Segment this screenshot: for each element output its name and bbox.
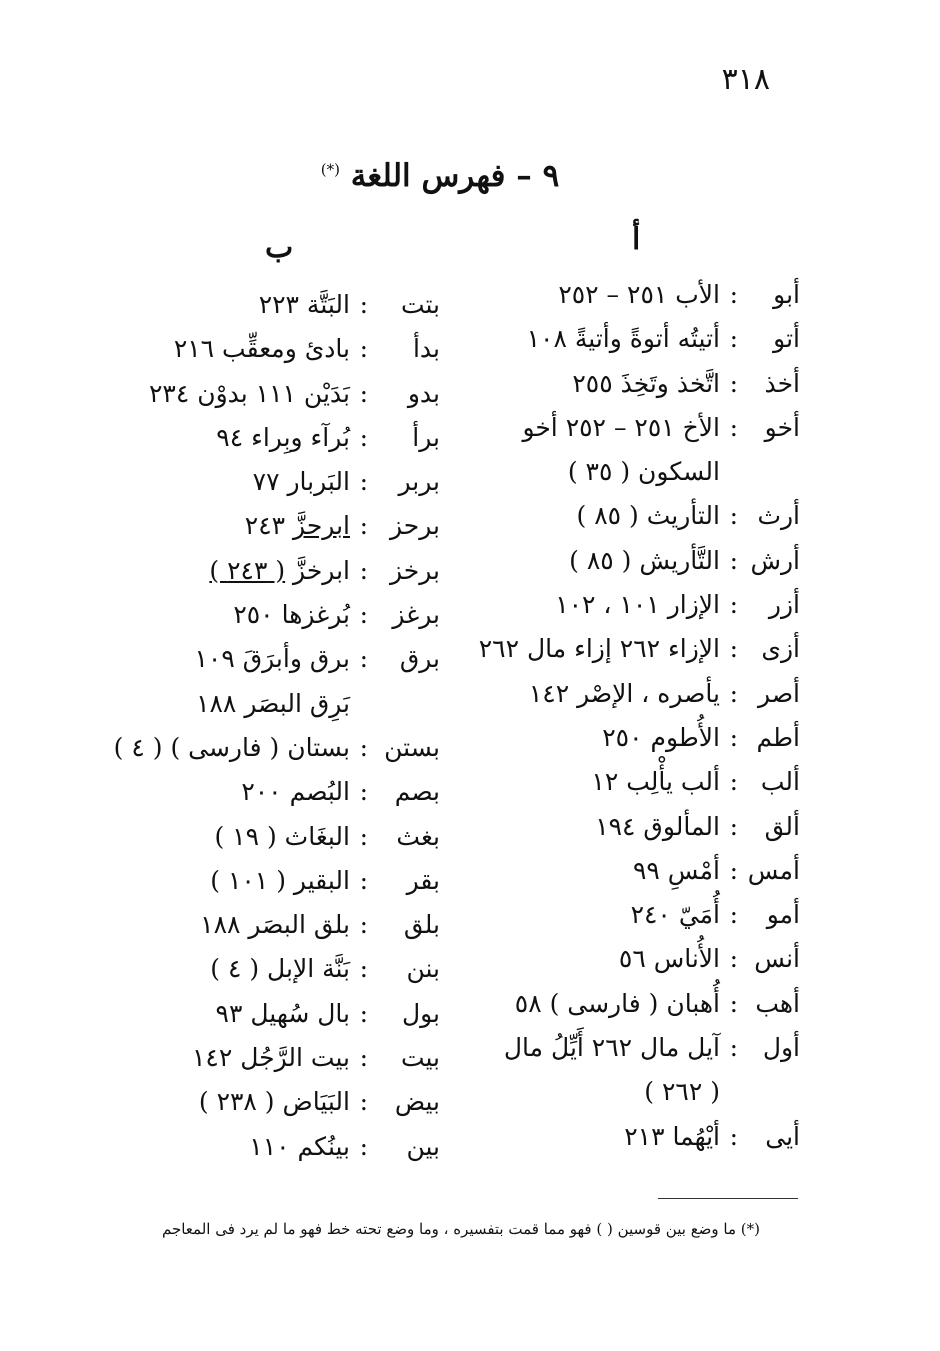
entry-separator: : bbox=[729, 590, 738, 620]
entry-root: أزر bbox=[768, 590, 800, 620]
entry-definition: اتَّخذ وتَخِذَ ٢٥٥ bbox=[572, 368, 720, 398]
underlined-term: ( ٢٤٣ ) bbox=[209, 555, 286, 585]
entry-separator: : bbox=[359, 732, 368, 762]
entry-root: بيت bbox=[400, 1043, 440, 1073]
index-entry bbox=[470, 369, 800, 413]
entry-separator: : bbox=[359, 378, 368, 408]
index-entry bbox=[470, 1033, 800, 1077]
index-entry bbox=[130, 511, 440, 555]
entry-root: بنن bbox=[406, 954, 440, 984]
entry-separator: : bbox=[729, 545, 738, 575]
entry-root: أمس bbox=[747, 855, 800, 885]
entry-root: بغث bbox=[396, 821, 440, 851]
entry-definition: بستان ( فارسى ) ( ٤ ) bbox=[113, 732, 350, 762]
entry-root: برق bbox=[399, 644, 440, 674]
entry-root: بيض bbox=[394, 1087, 440, 1117]
entry-root: بدأ bbox=[412, 334, 440, 364]
entry-separator: : bbox=[359, 422, 368, 452]
entry-root: أزى bbox=[761, 634, 800, 664]
entry-root: برحز bbox=[390, 511, 440, 541]
entry-definition: بُرآء وبِراء ٩٤ bbox=[216, 422, 350, 452]
index-entry bbox=[470, 989, 800, 1033]
entry-definition: ( ٢٦٢ ) bbox=[644, 1077, 720, 1107]
section-letter-ba: ب bbox=[265, 230, 294, 265]
entry-definition: السكون ( ٣٥ ) bbox=[567, 457, 720, 487]
entry-separator: : bbox=[359, 467, 368, 497]
entry-separator: : bbox=[729, 1033, 738, 1063]
entry-separator: : bbox=[359, 1131, 368, 1161]
entry-root: ألق bbox=[764, 811, 800, 841]
index-entry bbox=[470, 856, 800, 900]
entry-definition: المألوق ١٩٤ bbox=[595, 811, 720, 841]
entry-definition: البَتَّة ٢٢٣ bbox=[258, 290, 350, 319]
entry-separator: : bbox=[359, 555, 368, 585]
entry-root: بين bbox=[406, 1131, 440, 1161]
entry-definition: البُصم ٢٠٠ bbox=[241, 777, 350, 807]
entry-root: بدو bbox=[407, 378, 440, 408]
entry-definition: آيل مال ٢٦٢ أَيِّلُ مال bbox=[503, 1033, 720, 1063]
entry-separator: : bbox=[359, 910, 368, 940]
entry-root: أرث bbox=[757, 501, 800, 531]
section-title bbox=[300, 158, 580, 194]
index-entry bbox=[470, 767, 800, 811]
entry-root: برخز bbox=[390, 555, 440, 585]
section-letter-alif: أ bbox=[632, 222, 641, 257]
entry-definition: ابرخزَّ ( ٢٤٣ ) bbox=[209, 555, 350, 585]
entry-separator: : bbox=[359, 1043, 368, 1073]
entry-definition: ألب يأْلِب ١٢ bbox=[591, 767, 720, 797]
entry-definition: بادئ ومعقِّب ٢١٦ bbox=[173, 334, 350, 364]
entry-separator: : bbox=[729, 280, 738, 309]
entry-definition: التأريث ( ٨٥ ) bbox=[576, 501, 720, 531]
entry-root: أتو bbox=[773, 324, 800, 354]
entry-definition: أُهبان ( فارسى ) ٥٨ bbox=[514, 988, 720, 1018]
index-entry bbox=[470, 944, 800, 988]
index-entry bbox=[130, 334, 440, 378]
index-entry bbox=[470, 900, 800, 944]
entry-definition: بَرِق البصَر ١٨٨ bbox=[196, 688, 350, 718]
index-entry bbox=[130, 423, 440, 467]
entry-separator: : bbox=[729, 767, 738, 797]
index-entry bbox=[130, 910, 440, 954]
index-entry bbox=[470, 590, 800, 634]
index-entry bbox=[130, 467, 440, 511]
index-entry bbox=[470, 723, 800, 767]
index-entry bbox=[130, 822, 440, 866]
entry-separator: : bbox=[729, 855, 738, 885]
index-entry bbox=[470, 1077, 800, 1121]
index-entry bbox=[130, 1132, 440, 1176]
entry-separator: : bbox=[359, 865, 368, 895]
index-entry bbox=[130, 556, 440, 600]
entry-definition: أتيتُه أتوةً وأتيةً ١٠٨ bbox=[526, 324, 720, 354]
index-entry bbox=[130, 689, 440, 733]
entry-definition: بُرغزها ٢٥٠ bbox=[233, 600, 350, 630]
entry-definition: أمْسِ ٩٩ bbox=[632, 855, 720, 885]
title-dash: – bbox=[516, 158, 532, 194]
entry-definition: بَدَيْن ١١١ بدوْن ٢٣٤ bbox=[148, 378, 350, 408]
entry-definition: بينُكم ١١٠ bbox=[249, 1131, 350, 1161]
entry-separator: : bbox=[359, 998, 368, 1028]
entry-separator: : bbox=[359, 1087, 368, 1117]
index-entry bbox=[470, 546, 800, 590]
footnote-rule bbox=[658, 1198, 798, 1199]
entry-root: بلق bbox=[403, 910, 440, 940]
entry-root: ألب bbox=[760, 767, 800, 797]
index-entry bbox=[470, 457, 800, 501]
index-entry bbox=[130, 290, 440, 334]
entry-definition: برق وأبرَقَ ١٠٩ bbox=[194, 644, 350, 674]
entry-root: أرش bbox=[750, 545, 800, 575]
entry-separator: : bbox=[359, 777, 368, 807]
entry-separator: : bbox=[359, 290, 368, 319]
entry-root: بقر bbox=[406, 865, 440, 895]
entry-definition: ابرحزَّ ٢٤٣ bbox=[244, 511, 350, 541]
footnote: (*) ما وضع بين قوسين ( ) فهو مما قمت بتفسيره ، وما وضع تحته خط فهو ما لم يرد فى المعاجم bbox=[161, 1220, 760, 1238]
entry-root: أخو bbox=[764, 412, 800, 442]
index-entry bbox=[470, 324, 800, 368]
entry-separator: : bbox=[729, 811, 738, 841]
entry-definition: الإزار ١٠١ ، ١٠٢ bbox=[555, 590, 720, 620]
index-entry bbox=[130, 644, 440, 688]
entry-root: بصم bbox=[394, 777, 440, 807]
title-number: ٩ bbox=[542, 158, 560, 194]
title-footnote-mark: (*) bbox=[320, 160, 340, 179]
index-entry bbox=[470, 679, 800, 723]
index-column-alif bbox=[470, 280, 800, 1166]
entry-separator: : bbox=[729, 501, 738, 531]
index-entry bbox=[130, 600, 440, 644]
entry-root: أنس bbox=[754, 944, 800, 974]
index-entry bbox=[130, 379, 440, 423]
entry-separator: : bbox=[729, 412, 738, 442]
index-entry bbox=[470, 413, 800, 457]
index-column-ba bbox=[113, 290, 440, 1176]
index-entry bbox=[130, 777, 440, 821]
entry-definition: البَربار ٧٧ bbox=[252, 467, 350, 497]
entry-separator: : bbox=[729, 988, 738, 1018]
entry-root: بول bbox=[401, 998, 440, 1028]
entry-definition: الأب ٢٥١ – ٢٥٢ bbox=[558, 280, 720, 309]
entry-separator: : bbox=[729, 900, 738, 930]
entry-separator: : bbox=[729, 368, 738, 398]
entry-definition: أيْهُما ٢١٣ bbox=[624, 1121, 720, 1151]
entry-definition: الأخ ٢٥١ – ٢٥٢ أخو bbox=[522, 412, 720, 442]
page-number: ٣١٨ bbox=[721, 62, 770, 97]
entry-root: برأ bbox=[412, 422, 440, 452]
title-text: فهرس اللغة bbox=[350, 158, 506, 194]
entry-definition: التَّأريش ( ٨٥ ) bbox=[569, 545, 720, 575]
index-entry bbox=[470, 501, 800, 545]
index-entry bbox=[470, 634, 800, 678]
entry-root: بربر bbox=[398, 467, 440, 497]
entry-separator: : bbox=[729, 722, 738, 752]
entry-root: أهب bbox=[755, 988, 800, 1018]
index-entry bbox=[130, 954, 440, 998]
entry-definition: بيت الرَّجُل ١٤٢ bbox=[192, 1043, 350, 1073]
entry-definition: أُمَيّ ٢٤٠ bbox=[630, 900, 720, 930]
entry-root: أول bbox=[762, 1033, 800, 1063]
underlined-term: ابرحزَّ bbox=[293, 511, 350, 541]
entry-separator: : bbox=[359, 821, 368, 851]
entry-separator: : bbox=[359, 644, 368, 674]
entry-separator: : bbox=[729, 678, 738, 708]
index-entry bbox=[130, 866, 440, 910]
entry-definition: بلق البصَر ١٨٨ bbox=[200, 910, 350, 940]
entry-root: بتت bbox=[400, 290, 440, 319]
index-entry bbox=[113, 732, 440, 777]
entry-separator: : bbox=[359, 954, 368, 984]
entry-root: أصر bbox=[758, 678, 800, 708]
entry-root: أمو bbox=[766, 900, 800, 930]
entry-root: برغز bbox=[392, 600, 440, 630]
entry-separator: : bbox=[359, 334, 368, 364]
entry-separator: : bbox=[359, 511, 368, 541]
index-entry bbox=[470, 280, 800, 324]
index-entry bbox=[470, 1122, 800, 1166]
index-entry bbox=[130, 999, 440, 1043]
entry-root: أخذ bbox=[764, 368, 800, 398]
entry-definition: الأُناس ٥٦ bbox=[618, 944, 720, 974]
entry-definition: الأُطوم ٢٥٠ bbox=[602, 722, 720, 752]
entry-definition: البقير ( ١٠١ ) bbox=[210, 865, 350, 895]
entry-root: أيى bbox=[765, 1121, 800, 1151]
entry-separator: : bbox=[359, 600, 368, 630]
entry-definition: بَنَّة الإبل ( ٤ ) bbox=[210, 954, 350, 984]
entry-definition: يأصره ، الإصْر ١٤٢ bbox=[528, 678, 720, 708]
index-entry bbox=[130, 1043, 440, 1087]
entry-definition: الإزاء ٢٦٢ إزاء مال ٢٦٢ bbox=[478, 634, 720, 664]
entry-definition: البغَاث ( ١٩ ) bbox=[214, 821, 350, 851]
entry-separator: : bbox=[729, 634, 738, 664]
entry-separator: : bbox=[729, 944, 738, 974]
entry-definition: بال سُهيل ٩٣ bbox=[215, 998, 350, 1028]
index-entry bbox=[130, 1087, 440, 1131]
entry-definition: البَيَاض ( ٢٣٨ ) bbox=[198, 1087, 350, 1117]
entry-root: بستن bbox=[384, 732, 440, 762]
entry-separator: : bbox=[729, 1121, 738, 1151]
entry-root: أطم bbox=[756, 722, 800, 752]
index-entry bbox=[470, 812, 800, 856]
entry-separator: : bbox=[729, 324, 738, 354]
entry-root: أبو bbox=[773, 280, 800, 309]
